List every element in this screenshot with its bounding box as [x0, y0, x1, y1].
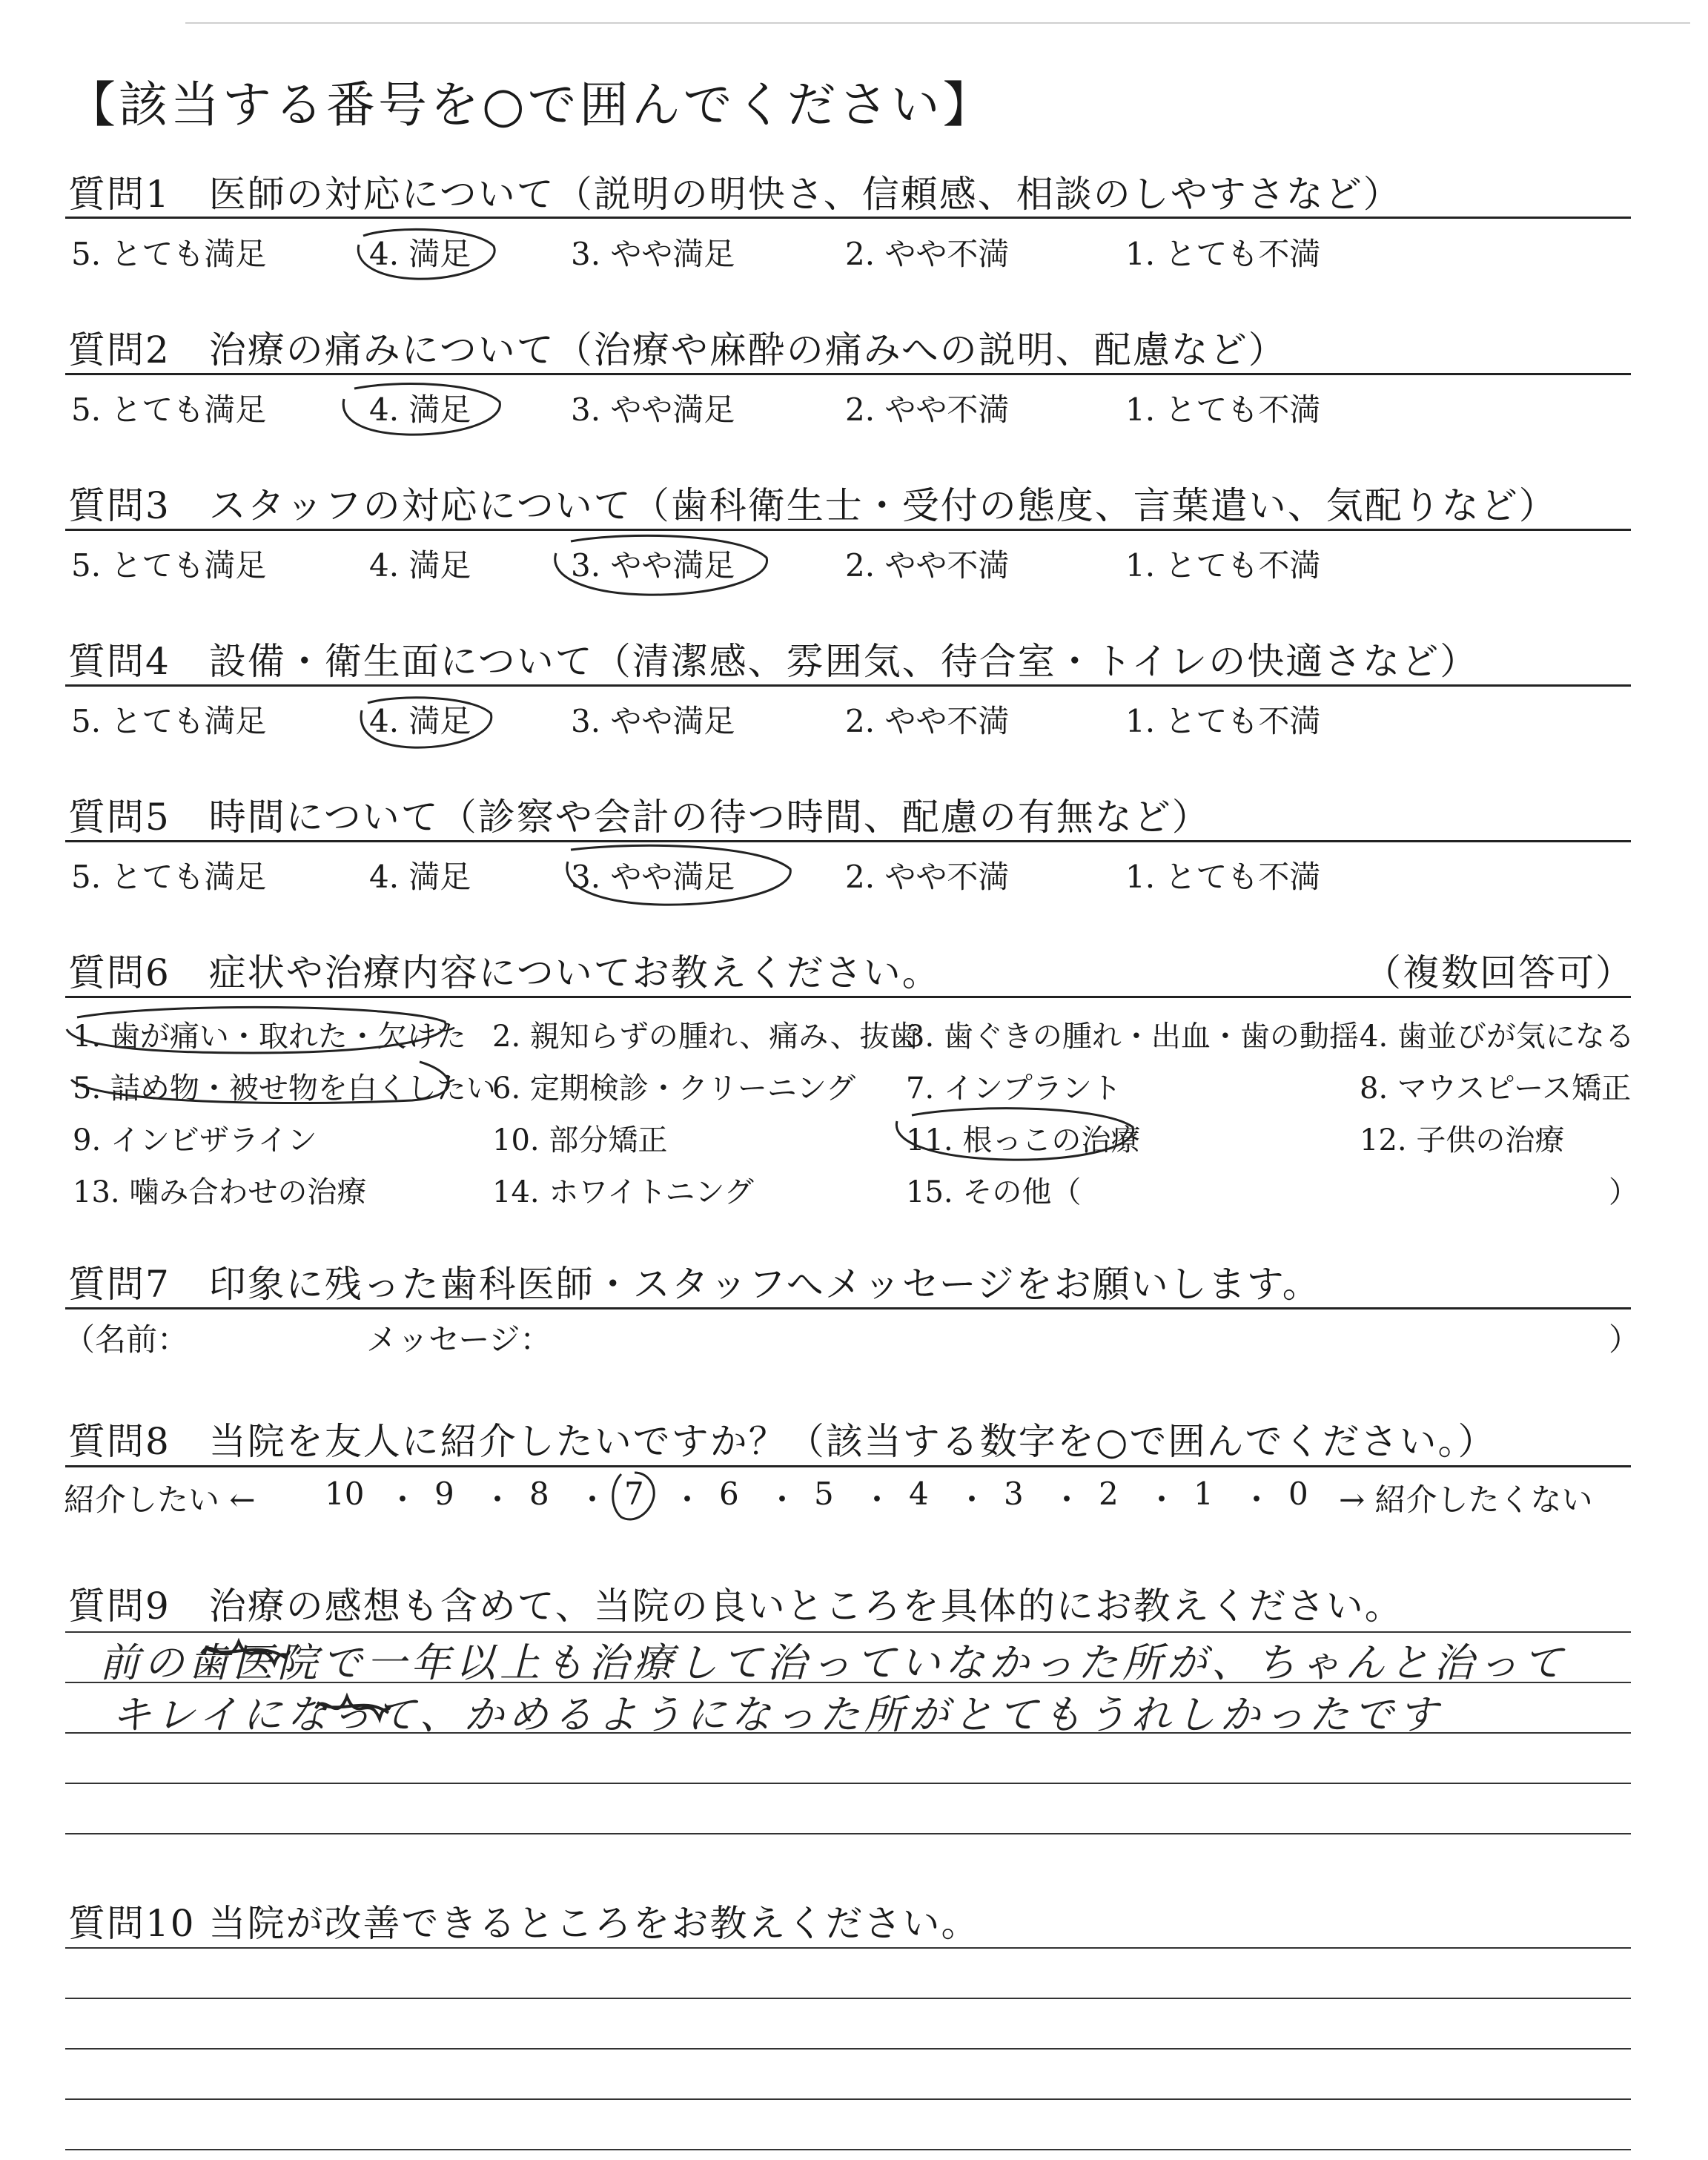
q8-score-5[interactable]: 5	[814, 1476, 834, 1512]
question-4-text: 質問4 設備・衛生面について（清潔感、雰囲気、待合室・トイレの快適さなど）	[68, 640, 1479, 683]
q10-answer-line-4	[65, 2098, 1631, 2100]
q1-option-1[interactable]: 1. とても不満	[1125, 236, 1321, 272]
q3-selection-circle	[541, 528, 778, 602]
q6-option-9[interactable]: 9. インビザライン	[73, 1123, 317, 1157]
q6-option-14[interactable]: 14. ホワイトニング	[492, 1175, 754, 1209]
q10-answer-line-2	[65, 1998, 1631, 1999]
question-6-text: 質問6 症状や治療内容についてお教えください。	[68, 951, 941, 994]
q8-dot: ・	[1051, 1482, 1083, 1518]
q1-option-3[interactable]: 3. やや満足	[571, 236, 735, 272]
q5-option-2[interactable]: 2. やや不満	[845, 859, 1010, 895]
q7-name-label: （名前：	[64, 1321, 189, 1358]
q8-score-3[interactable]: 3	[1004, 1476, 1024, 1512]
q6-option-1-circle	[59, 1000, 460, 1059]
question-1-text: 質問1 医師の対応について（説明の明快さ、信頼感、相談のしやすさなど）	[68, 173, 1402, 216]
q3-option-1[interactable]: 1. とても不満	[1125, 547, 1321, 584]
q8-dot: ・	[1146, 1482, 1178, 1518]
question-2-rule	[65, 373, 1631, 375]
question-3-text: 質問3 スタッフの対応について（歯科衛生士・受付の態度、言葉遣い、気配りなど）	[68, 484, 1558, 527]
q8-dot: ・	[672, 1482, 704, 1518]
question-5-rule	[65, 840, 1631, 842]
q2-option-2[interactable]: 2. やや不満	[845, 392, 1010, 428]
q2-option-3[interactable]: 3. やや満足	[571, 392, 735, 428]
question-1-rule	[65, 217, 1631, 219]
q6-option-13[interactable]: 13. 噛み合わせの治療	[73, 1175, 367, 1209]
question-6-note: （複数回答可）	[1364, 951, 1634, 994]
q8-score-10[interactable]: 10	[325, 1476, 365, 1512]
q8-dot: ・	[1241, 1482, 1273, 1518]
q10-answer-line-5	[65, 2149, 1631, 2150]
q5-option-4[interactable]: 4. 満足	[369, 859, 471, 895]
question-7-rule	[65, 1307, 1631, 1309]
q6-option-6[interactable]: 6. 定期検診・クリーニング	[492, 1071, 856, 1106]
q4-option-4[interactable]: 4. 満足	[369, 703, 471, 739]
q9-scribble-2	[311, 1688, 393, 1729]
q8-dot: ・	[482, 1482, 514, 1518]
q8-right-label: → 紹介したくない	[1339, 1482, 1593, 1518]
q6-option-4[interactable]: 4. 歯並びが気になる	[1360, 1020, 1635, 1054]
q3-option-4[interactable]: 4. 満足	[369, 547, 471, 584]
question-7-text: 質問7 印象に残った歯科医師・スタッフへメッセージをお願いします。	[68, 1263, 1321, 1306]
q8-score-4[interactable]: 4	[909, 1476, 929, 1512]
q8-score-8[interactable]: 8	[529, 1476, 549, 1512]
question-9-text: 質問9 治療の感想も含めて、当院の良いところを具体的にお教えください。	[68, 1585, 1403, 1628]
q2-option-1[interactable]: 1. とても不満	[1125, 392, 1321, 428]
q6-option-8[interactable]: 8. マウスピース矯正	[1360, 1071, 1632, 1106]
q3-option-3[interactable]: 3. やや満足	[571, 547, 735, 584]
question-2-text: 質問2 治療の痛みについて（治療や麻酔の痛みへの説明、配慮など）	[68, 328, 1287, 371]
q8-score-7-circle	[605, 1467, 664, 1526]
q6-option-11-circle	[882, 1100, 1149, 1167]
q5-option-1[interactable]: 1. とても不満	[1125, 859, 1321, 895]
q5-selection-circle	[549, 839, 801, 911]
q1-selection-circle	[348, 219, 504, 286]
question-8-text: 質問8 当院を友人に紹介したいですか？（該当する数字を○で囲んでください。）	[68, 1420, 1497, 1463]
q7-close-paren: ）	[1609, 1321, 1641, 1358]
question-8-rule	[65, 1465, 1631, 1467]
question-3-rule	[65, 529, 1631, 531]
q8-score-2[interactable]: 2	[1099, 1476, 1119, 1512]
q9-answer-line-5	[65, 1833, 1631, 1834]
question-5-text: 質問5 時間について（診察や会計の待つ時間、配慮の有無など）	[68, 796, 1211, 839]
q9-answer-line-4	[65, 1783, 1631, 1784]
q8-score-1[interactable]: 1	[1194, 1476, 1214, 1512]
q8-score-0[interactable]: 0	[1288, 1476, 1308, 1512]
q6-option-3[interactable]: 3. 歯ぐきの腫れ・出血・歯の動揺	[906, 1020, 1359, 1054]
q3-option-2[interactable]: 2. やや不満	[845, 547, 1010, 584]
q6-option-10[interactable]: 10. 部分矯正	[492, 1123, 668, 1157]
q6-option-15[interactable]: 15. その他（	[906, 1175, 1082, 1209]
q6-other-close: ）	[1609, 1175, 1638, 1209]
q4-option-2[interactable]: 2. やや不満	[845, 703, 1010, 739]
q8-score-7[interactable]: 7	[624, 1476, 644, 1512]
page-title: 【該当する番号を○で囲んでください】	[67, 76, 995, 133]
question-4-rule	[65, 684, 1631, 687]
q8-dot: ・	[577, 1482, 609, 1518]
q4-option-3[interactable]: 3. やや満足	[571, 703, 735, 739]
q4-selection-circle	[353, 688, 501, 755]
q8-score-6[interactable]: 6	[719, 1476, 739, 1512]
q6-option-5[interactable]: 5. 詰め物・被せ物を白くしたい	[73, 1071, 496, 1106]
q8-dot: ・	[956, 1482, 988, 1518]
scan-top-edge	[185, 22, 1690, 24]
q6-option-7[interactable]: 7. インプラント	[906, 1071, 1122, 1106]
q6-option-1[interactable]: 1. 歯が痛い・取れた・欠けた	[73, 1020, 466, 1054]
q9-handwritten-answer-1: 前の歯医院で一年以上も治療して治っていなかった所が、ちゃんと治って	[99, 1639, 1567, 1686]
q3-option-5[interactable]: 5. とても満足	[71, 547, 267, 584]
q1-option-2[interactable]: 2. やや不満	[845, 236, 1010, 272]
q1-option-4[interactable]: 4. 満足	[369, 236, 471, 272]
q4-option-5[interactable]: 5. とても満足	[71, 703, 267, 739]
q2-selection-circle	[332, 375, 510, 442]
q8-dot: ・	[861, 1482, 893, 1518]
q2-option-4[interactable]: 4. 満足	[369, 392, 471, 428]
q6-option-12[interactable]: 12. 子供の治療	[1360, 1123, 1565, 1157]
q7-message-label: メッセージ：	[366, 1321, 552, 1358]
q8-left-label: 紹介したい ←	[64, 1482, 256, 1518]
q4-option-1[interactable]: 1. とても不満	[1125, 703, 1321, 739]
q1-option-5[interactable]: 5. とても満足	[71, 236, 267, 272]
q8-dot: ・	[767, 1482, 798, 1518]
q2-option-5[interactable]: 5. とても満足	[71, 392, 267, 428]
question-10-text: 質問10 当院が改善できるところをお教えください。	[68, 1902, 980, 1945]
q6-option-5-circle	[64, 1051, 464, 1111]
q6-option-11[interactable]: 11. 根っこの治療	[906, 1123, 1141, 1157]
question-6-rule	[65, 996, 1631, 998]
q10-answer-line-1	[65, 1947, 1631, 1949]
q8-dot: ・	[387, 1482, 419, 1518]
q6-option-2[interactable]: 2. 親知らずの腫れ、痛み、抜歯	[492, 1020, 919, 1054]
q9-handwritten-answer-2: キレイになって、かめるようになった所がとてもうれしかったです	[111, 1691, 1443, 1738]
q5-option-5[interactable]: 5. とても満足	[71, 859, 267, 895]
q10-answer-line-3	[65, 2048, 1631, 2050]
q9-scribble-1	[197, 1631, 294, 1676]
q8-score-9[interactable]: 9	[434, 1476, 454, 1512]
q5-option-3[interactable]: 3. やや満足	[571, 859, 735, 895]
